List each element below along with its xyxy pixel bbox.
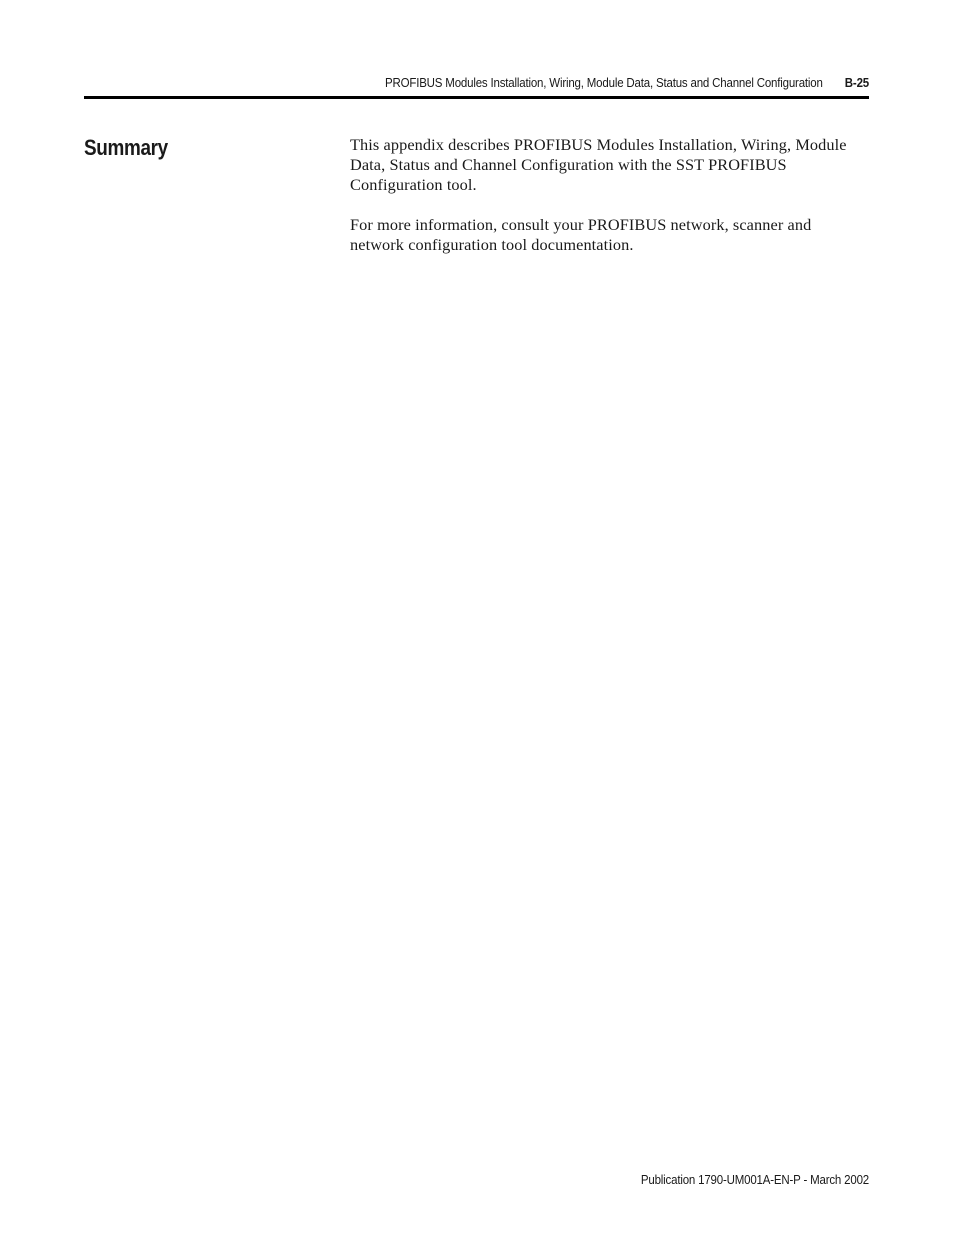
- running-header: [147, 73, 869, 93]
- paragraph: This appendix describes PROFIBUS Modules Installation, Wiring, Module Data, Status and Channel Configuration with the SST PROFIBUS Configuration tool.: [350, 135, 847, 194]
- paragraph: For more information, consult your PROFIBUS network, scanner and network configuration tool documentation.: [350, 215, 812, 254]
- header-title: PROFIBUS Modules Installation, Wiring, Module Data, Status and Channel Configuration: [384, 76, 823, 90]
- section-heading: Summary: [84, 135, 168, 160]
- footer-publication: Publication 1790-UM001A-EN-P - March 2002: [640, 1173, 869, 1187]
- page-number: B-25: [844, 76, 869, 90]
- section-body: [350, 135, 866, 275]
- header-rule: [84, 96, 869, 99]
